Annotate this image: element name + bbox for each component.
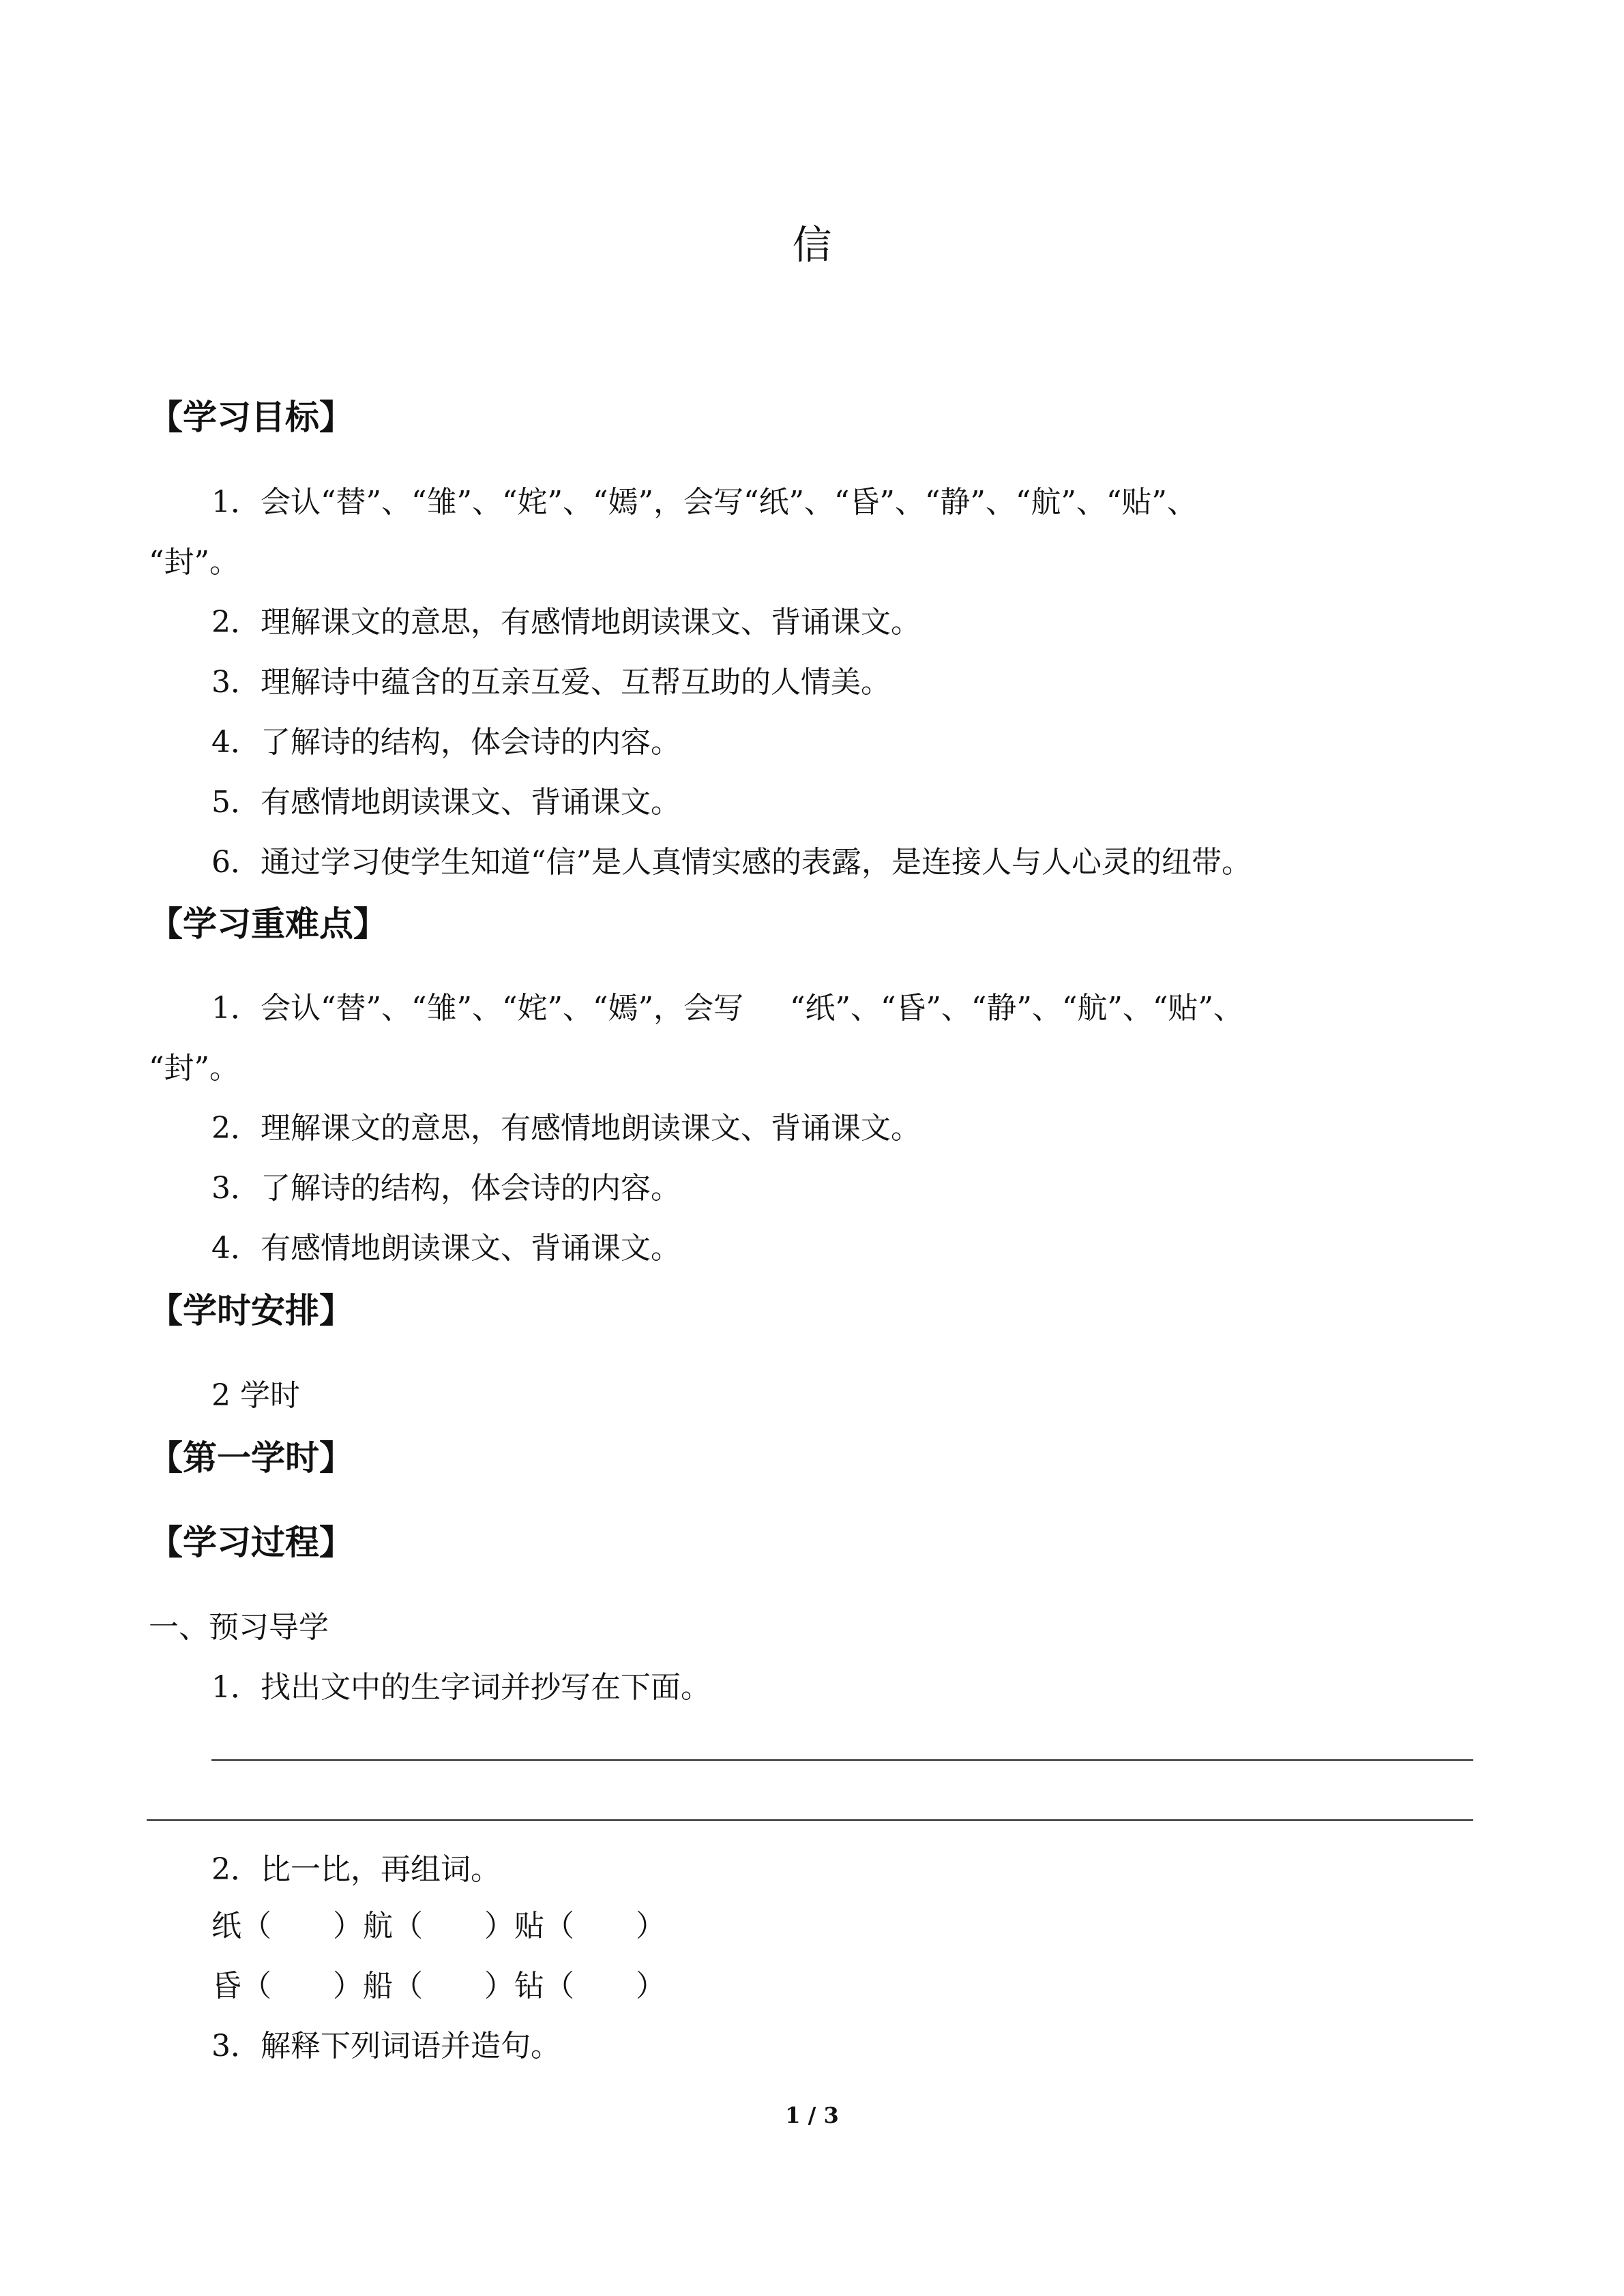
paren-close: ）: [636, 1969, 666, 2003]
key-points-item-1-part-a: 1．会认“替”、“雏”、“姹”、“嫣”，会写: [211, 991, 743, 1026]
answer-line-1: [211, 1759, 1473, 1761]
compare-char: 纸: [211, 1909, 241, 1943]
goals-item-4: 4．了解诗的结构，体会诗的内容。: [211, 725, 681, 760]
paren-open: （: [241, 1909, 271, 1943]
compare-row-1: [211, 1901, 666, 1945]
key-points-item-4: 4．有感情地朗读课文、背诵课文。: [211, 1231, 681, 1266]
first-period-heading: 【第一学时】: [149, 1438, 353, 1478]
schedule-heading: 【学时安排】: [149, 1291, 353, 1330]
paren-open: （: [241, 1969, 271, 2003]
compare-char: 船: [363, 1969, 393, 2003]
paren-close: ）: [484, 1909, 514, 1943]
document-title: 信: [792, 222, 832, 268]
goals-item-6: 6．通过学习使学生知道“信”是人真情实感的表露，是连接人与人心灵的纽带。: [211, 845, 1252, 880]
goals-heading: 【学习目标】: [149, 398, 353, 437]
paren-close: ）: [333, 1969, 363, 2003]
goals-item-2: 2．理解课文的意思，有感情地朗读课文、背诵课文。: [211, 605, 921, 640]
compare-char: 钻: [514, 1969, 544, 2003]
key-points-item-3: 3．了解诗的结构，体会诗的内容。: [211, 1171, 681, 1206]
key-points-item-1-part-b: “纸”、“昏”、“静”、“航”、“贴”、: [789, 991, 1243, 1026]
goals-item-1-line-2: “封”。: [149, 545, 239, 580]
process-heading: 【学习过程】: [149, 1523, 353, 1562]
compare-char: 贴: [514, 1909, 544, 1943]
paren-close: ）: [636, 1909, 666, 1943]
paren-open: （: [544, 1909, 574, 1943]
paren-open: （: [393, 1909, 423, 1943]
page-number: 1 / 3: [785, 2102, 839, 2128]
key-points-heading: 【学习重难点】: [149, 904, 387, 944]
process-question-2: 2．比一比，再组词。: [211, 1852, 501, 1887]
goals-item-5: 5．有感情地朗读课文、背诵课文。: [211, 785, 681, 820]
key-points-item-1-line-1: [211, 983, 1243, 1027]
process-question-3: 3．解释下列词语并造句。: [211, 2029, 561, 2063]
goals-item-1-line-1: 1．会认“替”、“雏”、“姹”、“嫣”，会写“纸”、“昏”、“静”、“航”、“贴”、: [211, 485, 1197, 520]
key-points-item-2: 2．理解课文的意思，有感情地朗读课文、背诵课文。: [211, 1111, 921, 1146]
schedule-text: 2 学时: [211, 1378, 300, 1413]
compare-char: 航: [363, 1909, 393, 1943]
goals-item-3: 3．理解诗中蕴含的互亲互爱、互帮互助的人情美。: [211, 665, 891, 700]
process-question-1: 1．找出文中的生字词并抄写在下面。: [211, 1670, 711, 1705]
paren-open: （: [393, 1969, 423, 2003]
compare-row-2: [211, 1961, 666, 2005]
key-points-item-1-line-2: “封”。: [149, 1051, 239, 1086]
answer-line-2: [147, 1819, 1473, 1821]
paren-close: ）: [333, 1909, 363, 1943]
paren-close: ）: [484, 1969, 514, 2003]
process-part-1: 一、预习导学: [149, 1610, 329, 1645]
compare-char: 昏: [211, 1969, 241, 2003]
paren-open: （: [544, 1969, 574, 2003]
